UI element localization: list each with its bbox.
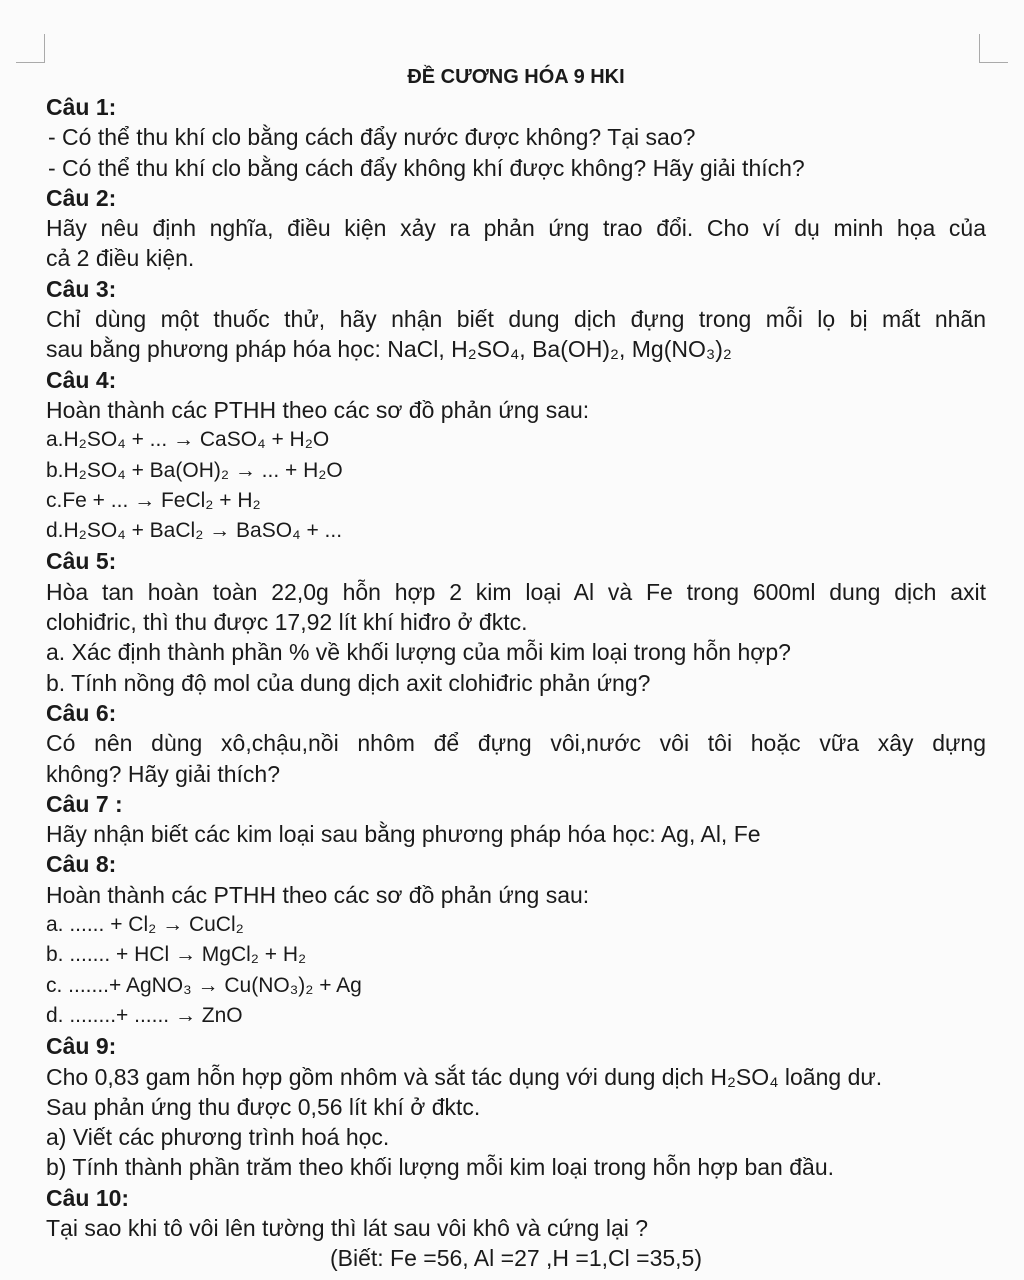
question-7-label: Câu 7 : (46, 790, 123, 817)
question-9-part-a: a) Viết các phương trình hoá học. (46, 1124, 390, 1151)
question-6-label: Câu 6: (46, 699, 117, 726)
question-5-label: Câu 5: (46, 548, 117, 575)
question-4-label: Câu 4: (46, 366, 117, 393)
question-8-equation-c: c. .......+ AgNO₃ → Cu(NO₃)₂ + Ag (46, 973, 362, 997)
question-8-intro: Hoàn thành các PTHH theo các sơ đồ phản ứng sau: (46, 881, 590, 908)
question-5-part-a: a. Xác định thành phần % về khối lượng của mỗi kim loại trong hỗn hợp? (46, 639, 791, 666)
question-10-line-1: Tại sao khi tô vôi lên tường thì lát sau vôi khô và cứng lại ? (46, 1214, 649, 1241)
question-3-line-1: Chỉ dùng một thuốc thử, hãy nhận biết dung dịch đựng trong mỗi lọ bị mất nhãn (46, 306, 986, 333)
question-1-line-1: - Có thể thu khí clo bằng cách đẩy nước được không? Tại sao? (48, 124, 696, 151)
question-8-equation-b: b. ....... + HCl → MgCl₂ + H₂ (46, 943, 307, 967)
question-9-line-1: Cho 0,83 gam hỗn hợp gồm nhôm và sắt tác dụng với dung dịch H₂SO₄ loãng dư. (46, 1063, 883, 1090)
question-9-part-b: b) Tính thành phần trăm theo khối lượng mỗi kim loại trong hỗn hợp ban đầu. (46, 1154, 834, 1181)
question-3-line-2: sau bằng phương pháp hóa học: NaCl, H₂SO₄, Ba(OH)₂, Mg(NO₃)₂ (46, 336, 732, 363)
question-4-intro: Hoàn thành các PTHH theo các sơ đồ phản ứng sau: (46, 396, 590, 423)
question-5-line-1: Hòa tan hoàn toàn 22,0g hỗn hợp 2 kim loại Al và Fe trong 600ml dung dịch axit (46, 578, 986, 605)
question-4-equation-a: a.H₂SO₄ + ... → CaSO₄ + H₂O (46, 428, 330, 452)
question-5-part-b: b. Tính nồng độ mol của dung dịch axit clohiđric phản ứng? (46, 669, 651, 696)
question-4-equation-b: b.H₂SO₄ + Ba(OH)₂ → ... + H₂O (46, 458, 343, 482)
question-6-line-2: không? Hãy giải thích? (46, 760, 280, 787)
question-7-line-1: Hãy nhận biết các kim loại sau bằng phương pháp hóa học: Ag, Al, Fe (46, 821, 761, 848)
question-9-line-2: Sau phản ứng thu được 0,56 lít khí ở đktc. (46, 1093, 481, 1120)
question-3-label: Câu 3: (46, 275, 117, 302)
question-4-equation-c: c.Fe + ... → FeCl₂ + H₂ (46, 488, 261, 512)
question-2-line-1: Hãy nêu định nghĩa, điều kiện xảy ra phản ứng trao đổi. Cho ví dụ minh họa của (46, 215, 986, 242)
document-title: ĐỀ CƯƠNG HÓA 9 HKI (407, 66, 625, 88)
question-5-line-2: clohiđric, thì thu được 17,92 lít khí hiđro ở đktc. (46, 609, 528, 636)
document-page (46, 62, 986, 1274)
question-6-line-1: Có nên dùng xô,chậu,nồi nhôm để đựng vôi,nước vôi tôi hoặc vữa xây dựng (46, 730, 986, 757)
question-4-equation-d: d.H₂SO₄ + BaCl₂ → BaSO₄ + ... (46, 519, 343, 543)
page-corner-mark-right (979, 34, 1008, 63)
question-2-label: Câu 2: (46, 184, 117, 211)
page-corner-mark-left (16, 34, 45, 63)
question-8-equation-d: d. ........+ ...... → ZnO (46, 1003, 243, 1027)
question-8-equation-a: a. ...... + Cl₂ → CuCl₂ (46, 913, 244, 937)
question-1-label: Câu 1: (46, 94, 117, 120)
question-1-line-2: - Có thể thu khí clo bằng cách đẩy không khí được không? Hãy giải thích? (48, 154, 805, 181)
question-9-label: Câu 9: (46, 1033, 117, 1060)
question-8-label: Câu 8: (46, 851, 117, 878)
question-10-label: Câu 10: (46, 1184, 130, 1211)
question-2-line-2: cả 2 điều kiện. (46, 245, 195, 272)
atomic-mass-note: (Biết: Fe =56, Al =27 ,H =1,Cl =35,5) (329, 1245, 703, 1272)
